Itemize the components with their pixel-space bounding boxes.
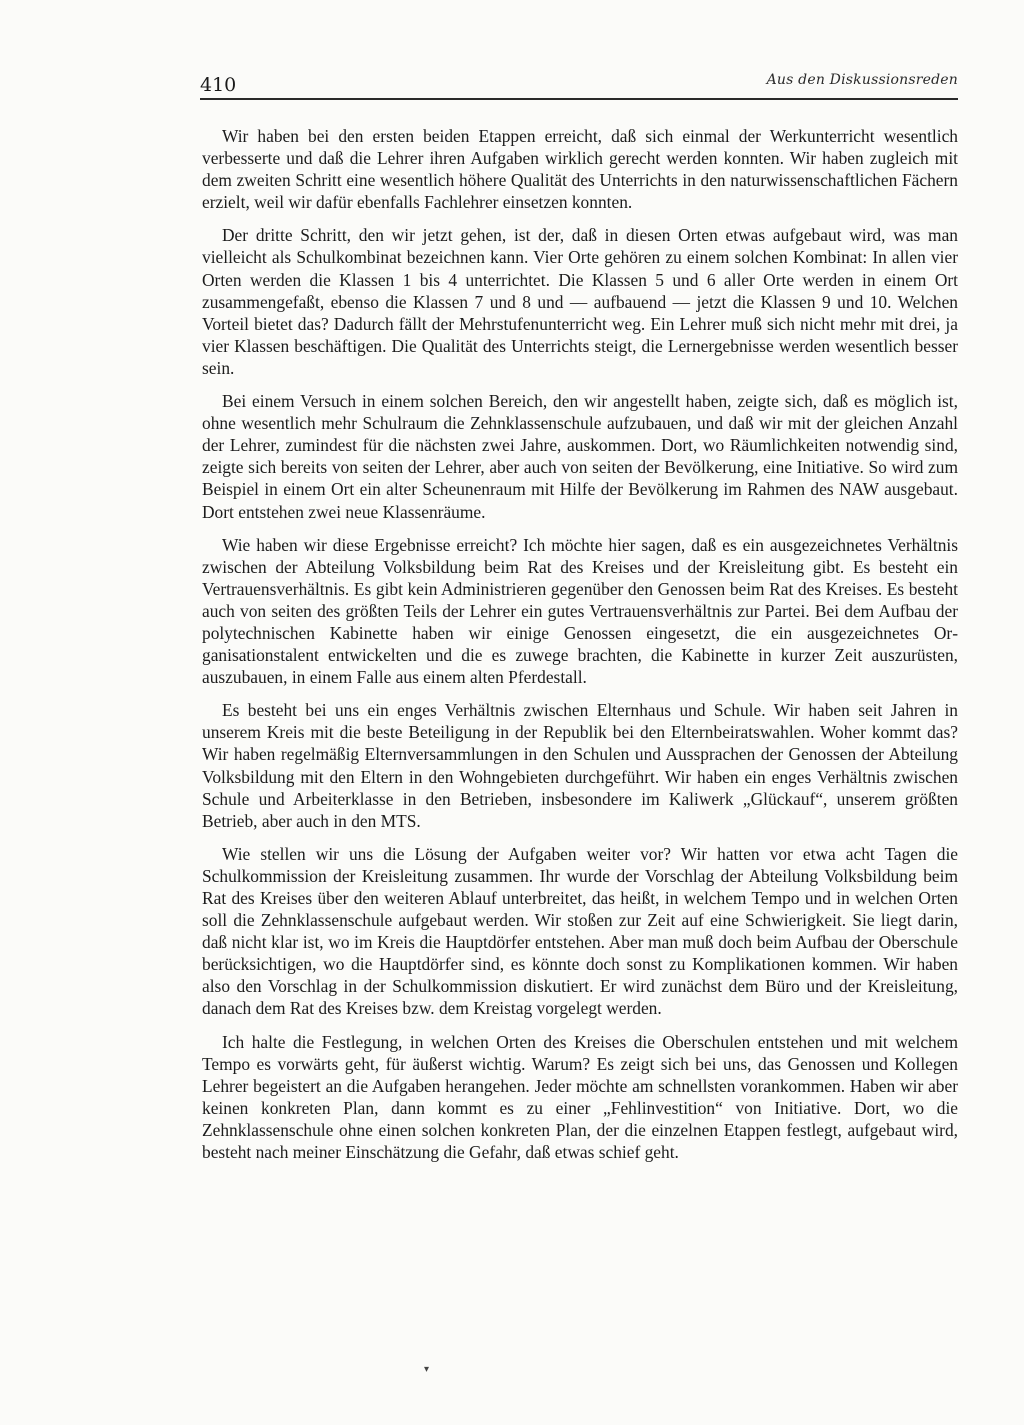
paragraph: Ich halte die Festlegung, in welchen Orten des Kreises die Oberschulen entstehen und mit welchem Tempo es vorwärts geht, für äußerst wichtig. Warum? Es zeigt sich bei uns, das Genossen und Kollegen Lehrer begeistert an die Aufgaben herangehen. Jeder möchte am schnellsten vorankommen. Haben wir aber keinen konkreten Plan, dann kommt es zu einer „Fehlinvestition“ von Initiative. Dort, wo die Zehnklassenschule ohne einen solchen konkreten Plan, der die einzelnen Etappen festlegt, aufgebaut wird, besteht nach meiner Einschätzung die Gefahr, daß etwas schief geht. <box>202 1031 958 1163</box>
paragraph: Der dritte Schritt, den wir jetzt gehen, ist der, daß in diesen Orten etwas aufgebaut wird, was man vielleicht als Schulkombinat bezeichnen kann. Vier Orte gehören zu einem solchen Kombinat: In allen vier Orten werden die Klassen 1 bis 4 unterrichtet. Die Klassen 5 und 6 aller Orte werden in einem Ort zusammengefaßt, ebenso die Klassen 7 und 8 und — aufbauend — jetzt die Klassen 9 und 10. Welchen Vorteil bietet das? Dadurch fällt der Mehrstufenunterricht weg. Ein Lehrer muß sich nicht mehr mit drei, ja vier Klassen beschäftigen. Die Qualität des Unterrichts steigt, die Lernergebnisse werden wesentlich besser sein. <box>202 225 958 378</box>
footer-mark: ▾ <box>424 1364 430 1375</box>
page-header <box>200 72 958 100</box>
paragraph: Bei einem Versuch in einem solchen Bereich, den wir angestellt haben, zeigte sich, daß es möglich ist, ohne wesentlich mehr Schulraum die Zehnklassenschule aufzubauen, und daß wir mit der gleichen Anzahl der Lehrer, zumindest für die nächsten zwei Jahre, auskommen. Dort, wo Räumlichkeiten notwendig sind, zeigte sich bereits von seiten der Lehrer, aber auch von seiten der Bevölkerung, eine Initiative. So wird zum Beispiel in einem Ort ein alter Scheunenraum mit Hilfe der Bevölkerung im Rahmen des NAW ausgebaut. Dort entstehen zwei neue Klassenräume. <box>202 391 958 522</box>
running-head: Aus den Diskussionsreden <box>766 72 958 88</box>
paragraph: Wie stellen wir uns die Lösung der Aufgaben weiter vor? Wir hatten vor etwa acht Tagen die Schulkommission der Kreisleitung zusammen. Ihr wurde der Vorschlag der Abteilung Volksbildung beim Rat des Kreises über den weiteren Ablauf unterbreitet, das heißt, in welchem Tempo und in welchen Orten soll die Zehnklassenschule aufgebaut werden. Wir stoßen zur Zeit auf eine Schwierigkeit. Sie liegt darin, daß nicht klar ist, wo im Kreis die Hauptdörfer entstehen. Aber man muß doch beim Aufbau der Oberschule berücksichtigen, wo die Hauptdörfer sind, es könnte doch sonst zu Komplikationen kommen. Wir haben also den Vorschlag in der Schulkommission diskutiert. Er wird zunächst dem Büro und der Kreisleitung, danach dem Rat des Kreises bzw. dem Kreistag vorgelegt werden. <box>202 843 958 1019</box>
paragraph: Es besteht bei uns ein enges Verhältnis zwischen Elternhaus und Schule. Wir haben seit Jahren in unserem Kreis mit die beste Beteiligung in der Republik bei den Elternbeiratswahlen. Woher kommt das? Wir haben regelmäßig Elternversammlungen in den Schulen und Aussprachen der Genossen der Abteilung Volksbildung mit den Eltern in den Wohngebieten durchgeführt. Wir haben ein enges Verhältnis zwischen Schule und Arbeiterklasse in den Betrieben, insbesondere im Kaliwerk „Glückauf“, unserem größten Betrieb, aber auch in den MTS. <box>202 700 958 831</box>
page-number: 410 <box>200 74 237 96</box>
paragraph: Wir haben bei den ersten beiden Etappen erreicht, daß sich einmal der Werkunterricht wesentlich verbesserte und daß die Lehrer ihren Aufgaben wirklich gerecht werden konnten. Wir haben zugleich mit dem zweiten Schritt eine wesentlich höhere Qualität des Unterrichts in den naturwissenschaftlichen Fächern erzielt, weil wir dafür ebenfalls Fachlehrer einsetzen konnten. <box>202 126 958 213</box>
body-text <box>202 125 958 1174</box>
paragraph: Wie haben wir diese Ergebnisse erreicht? Ich möchte hier sagen, daß es ein ausgezeichnetes Verhältnis zwischen der Abteilung Volksbildung beim Rat des Kreises und der Kreisleitung gibt. Es besteht ein Vertrauensverhältnis. Es gibt kein Administrieren gegenüber den Genossen beim Rat des Kreises. Es besteht auch von seiten des größten Teils der Lehrer ein gutes Vertrauensverhältnis zur Partei. Bei dem Aufbau der polytechnischen Kabinette haben wir einige Genossen eingesetzt, die ein ausgezeichnetes Organisationstalent entwickelten und die es zuwege brachten, die Kabinette in kurzer Zeit auszurüsten, auszubauen, in einem Falle aus einem alten Pferdestall. <box>202 534 958 688</box>
